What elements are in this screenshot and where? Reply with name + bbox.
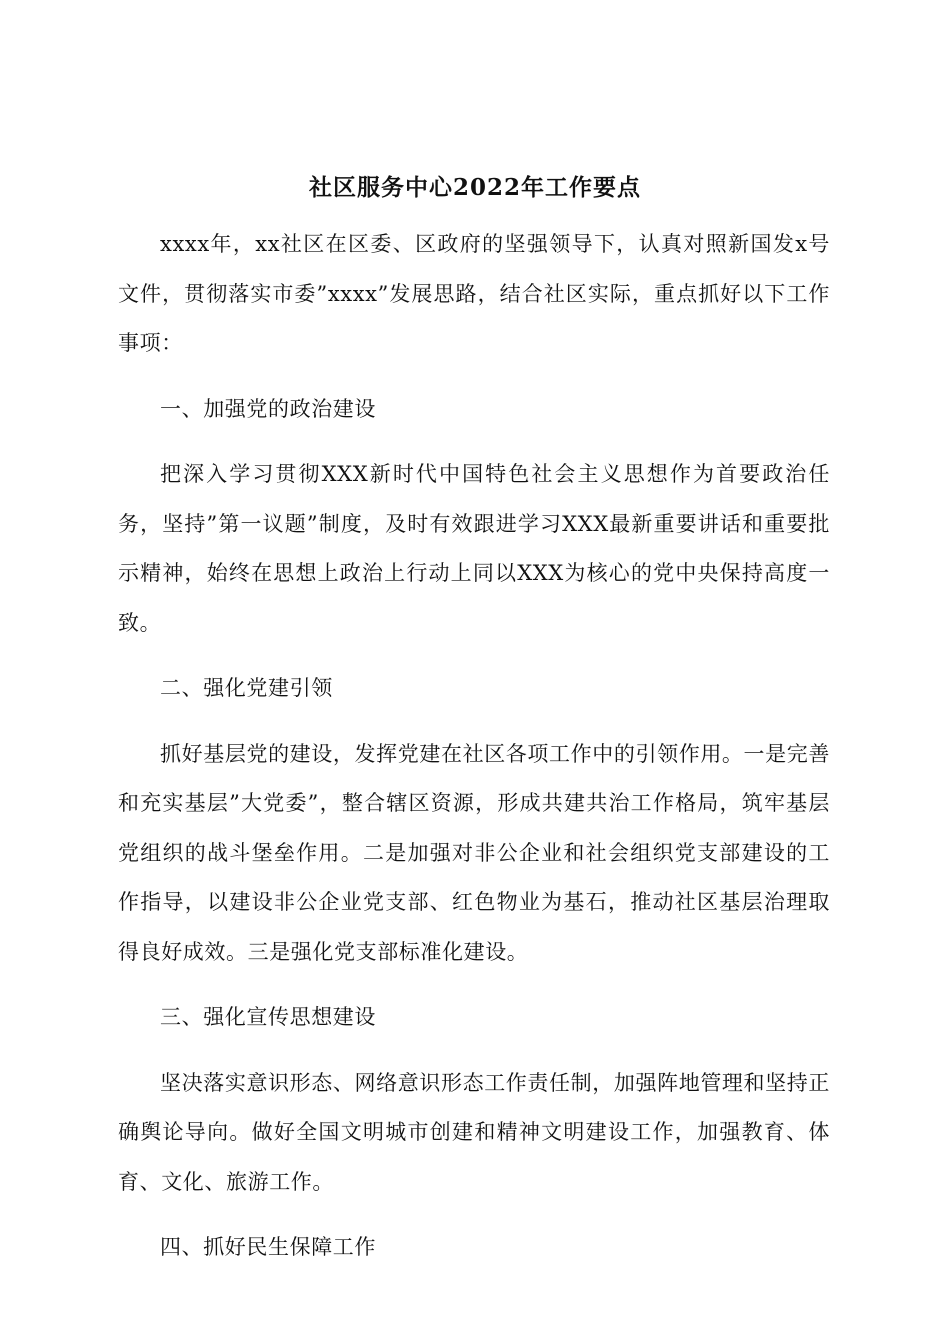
section-3-heading: 三、强化宣传思想建设 (160, 1005, 376, 1029)
section-1-body: 把深入学习贯彻XXX新时代中国特色社会主义思想作为首要政治任务，坚持”第一议题”制度，及时有效跟进学习XXX最新重要讲话和重要批示精神，始终在思想上政治上行动上同以XXX为核心的党中央保持高度一致。 (118, 462, 830, 635)
section-1-heading: 一、加强党的政治建设 (160, 396, 376, 421)
document-body (118, 220, 830, 1273)
intro-paragraph: xxxx年，xx社区在区委、区政府的坚强领导下，认真对照新国发x号文件，贯彻落实市委”xxxx”发展思路，结合社区实际，重点抓好以下工作事项： (118, 232, 830, 355)
section-4-heading: 四、抓好民生保障工作 (160, 1235, 376, 1259)
section-2-body: 抓好基层党的建设，发挥党建在社区各项工作中的引领作用。一是完善和充实基层”大党委”，整合辖区资源，形成共建共治工作格局，筑牢基层党组织的战斗堡垒作用。二是加强对非公企业和社会组织党支部建设的工作指导，以建设非公企业党支部、红色物业为基石，推动社区基层治理取得良好成效。三是强化党支部标准化建设。 (118, 741, 830, 964)
document-title: 社区服务中心2022年工作要点 (308, 174, 641, 201)
section-2-heading: 二、强化党建引领 (160, 676, 333, 700)
section-3-body: 坚决落实意识形态、网络意识形态工作责任制，加强阵地管理和坚持正确舆论导向。做好全国文明城市创建和精神文明建设工作，加强教育、体育、文化、旅游工作。 (118, 1070, 830, 1194)
